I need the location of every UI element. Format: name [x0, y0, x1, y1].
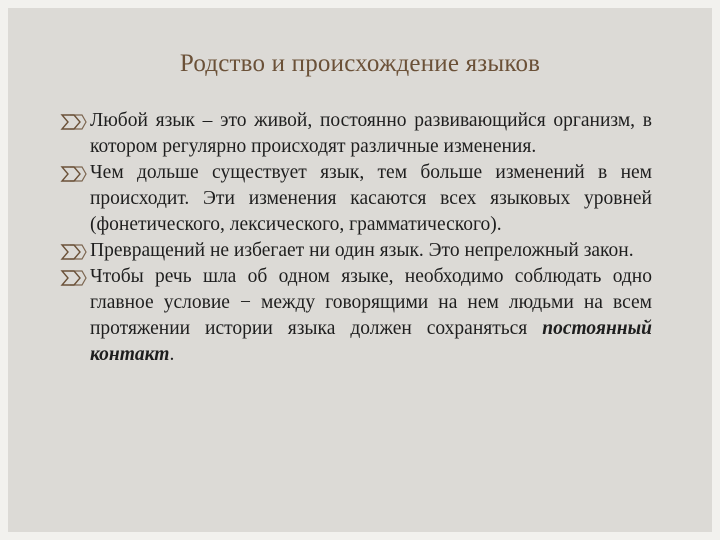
- outlined-arrow-bullet-icon: [60, 269, 88, 287]
- outlined-arrow-bullet-icon: [60, 113, 88, 131]
- bullet-item: [60, 108, 652, 160]
- bullet-text: Превращений не избегает ни один язык. Это непреложный закон.: [90, 240, 634, 261]
- emphasized-term: постоянный контакт: [90, 318, 652, 365]
- bullet-item: [60, 238, 652, 264]
- bullet-text: Чем дольше существует язык, тем больше изменений в нем происходит. Эти изменения касаются всех языковых уровней (фонетического, лексического, грамматического).: [90, 162, 652, 235]
- bullet-item: [60, 264, 652, 368]
- bullet-text: Любой язык – это живой, постоянно развивающийся организм, в котором регулярно происходят различные изменения.: [90, 110, 652, 157]
- slide-frame-top: [0, 0, 720, 8]
- slide-title: Родство и происхождение языков: [179, 50, 541, 77]
- slide-frame-bottom: [0, 532, 720, 540]
- bullet-text: Чтобы речь шла об одном языке, необходимо соблюдать одно главное условие − между говорящими на нем людьми на всем протяжении истории языка должен сохраняться: [90, 266, 652, 339]
- slide-frame-left: [0, 0, 8, 540]
- outlined-arrow-bullet-icon: [60, 165, 88, 183]
- bullet-item: [60, 160, 652, 238]
- outlined-arrow-bullet-icon: [60, 243, 88, 261]
- bullet-list: [60, 108, 652, 368]
- bullet-text-end: .: [169, 344, 175, 365]
- slide-frame-right: [712, 0, 720, 540]
